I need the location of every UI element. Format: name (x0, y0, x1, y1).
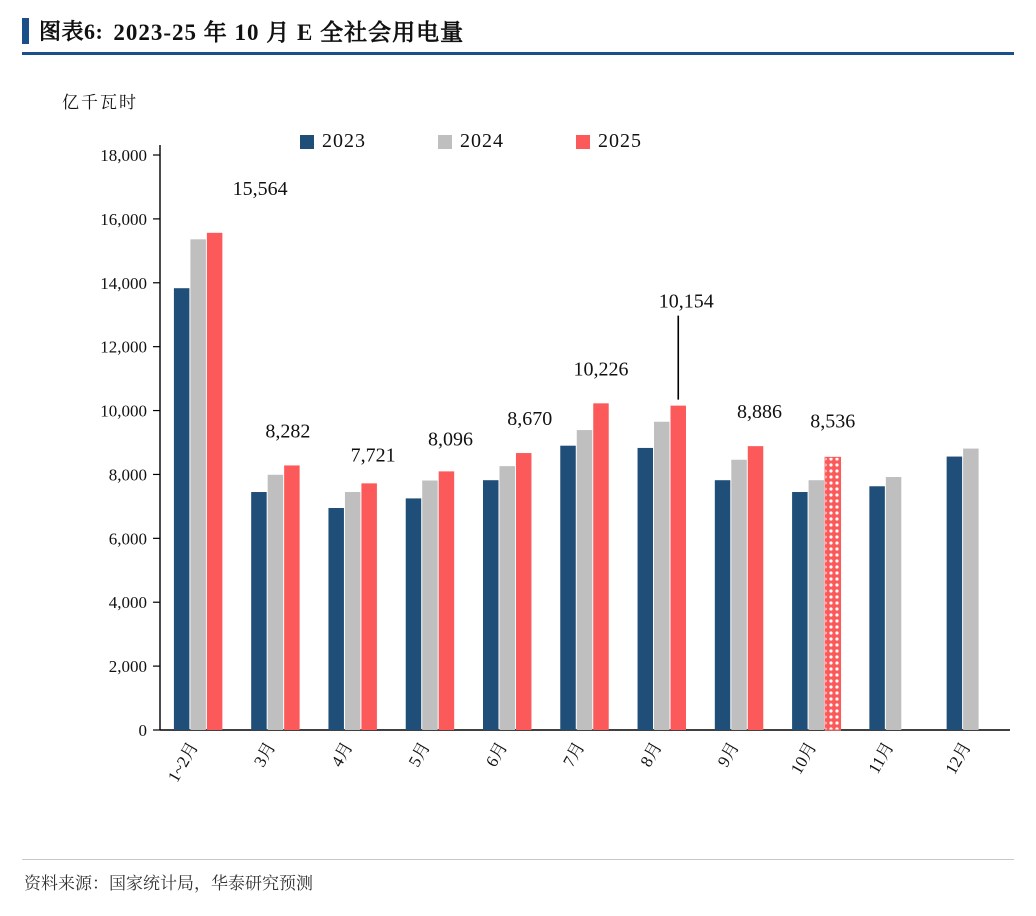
data-label-6月: 8,670 (507, 408, 553, 431)
data-label-9月: 8,886 (737, 401, 783, 424)
bar-2024-12月 (963, 449, 978, 730)
x-tick-label: 10月 (786, 738, 821, 778)
bar-2025-4月 (361, 483, 376, 730)
figure-label: 图表6: (39, 19, 104, 44)
bar-2024-7月 (577, 430, 592, 730)
y-tick-label: 8,000 (108, 465, 147, 485)
bar-2023-6月 (483, 480, 498, 730)
bar-2024-1~2月 (190, 239, 205, 730)
data-label-3月: 8,282 (265, 420, 311, 443)
bar-2023-12月 (947, 457, 962, 730)
bar-2025-8月 (671, 406, 686, 730)
legend-label-2025: 2025 (598, 130, 642, 152)
page-title: 2023-25 年 10 月 E 全社会用电量 (113, 20, 465, 45)
bar-2024-3月 (268, 475, 283, 730)
bar-2024-9月 (731, 460, 746, 730)
y-tick-label: 12,000 (100, 337, 147, 357)
y-tick-label: 16,000 (100, 209, 147, 229)
data-label-4月: 7,721 (350, 444, 396, 467)
y-tick-label: 2,000 (108, 657, 147, 677)
bar-2025-3月 (284, 465, 299, 730)
data-label-1~2月: 15,564 (232, 177, 288, 200)
x-tick-label: 11月 (864, 738, 898, 777)
bar-chart (0, 60, 1036, 860)
bar-2023-4月 (328, 508, 343, 730)
x-tick-label: 12月 (941, 738, 975, 778)
legend-label-2024: 2024 (460, 130, 504, 152)
bar-2023-5月 (406, 498, 421, 730)
x-tick-label: 7月 (559, 738, 589, 771)
bar-2023-1~2月 (174, 288, 189, 730)
bar-2024-8月 (654, 422, 669, 730)
y-tick-label: 10,000 (100, 401, 147, 421)
bar-2024-10月 (809, 480, 824, 730)
bar-2023-11月 (869, 486, 884, 730)
data-label-7月: 10,226 (573, 358, 629, 381)
bar-2023-10月 (792, 492, 807, 730)
x-tick-label: 4月 (327, 738, 357, 771)
x-tick-label: 9月 (713, 738, 744, 771)
bar-2025-9月 (748, 446, 763, 730)
bar-2025-10月 (825, 457, 840, 730)
data-label-10月: 8,536 (810, 410, 856, 433)
figure-title-bar (22, 14, 1014, 47)
y-axis-unit-label: 亿千瓦时 (62, 93, 138, 112)
y-tick-label: 6,000 (108, 529, 147, 549)
data-label-5月: 8,096 (427, 428, 473, 451)
y-tick-label: 0 (138, 721, 147, 740)
bar-2024-5月 (422, 481, 437, 730)
x-tick-label: 1~2月 (164, 738, 203, 786)
legend-label-2023: 2023 (322, 130, 366, 152)
x-tick-label: 3月 (250, 738, 280, 771)
title-accent-bar (22, 18, 29, 44)
bar-2023-8月 (638, 448, 653, 730)
x-tick-label: 8月 (636, 738, 666, 771)
x-tick-label: 6月 (481, 738, 512, 771)
footer-divider (22, 859, 1014, 860)
bar-2025-7月 (593, 403, 608, 730)
bar-2024-4月 (345, 492, 360, 730)
bar-2025-1~2月 (207, 233, 222, 730)
y-tick-label: 18,000 (100, 146, 147, 165)
x-tick-label: 5月 (404, 738, 434, 771)
bar-2023-9月 (715, 480, 730, 730)
data-label-8月: 10,154 (658, 290, 714, 313)
y-tick-label: 4,000 (108, 593, 147, 613)
bar-2024-11月 (886, 477, 901, 730)
y-tick-label: 14,000 (100, 273, 147, 293)
bar-2025-5月 (439, 471, 454, 730)
bar-2025-6月 (516, 453, 531, 730)
bar-2024-6月 (499, 466, 514, 730)
bar-2023-7月 (560, 446, 575, 730)
bar-2023-3月 (251, 492, 266, 730)
title-divider (22, 52, 1014, 55)
source-note: 资料来源：国家统计局，华泰研究预测 (24, 874, 313, 893)
